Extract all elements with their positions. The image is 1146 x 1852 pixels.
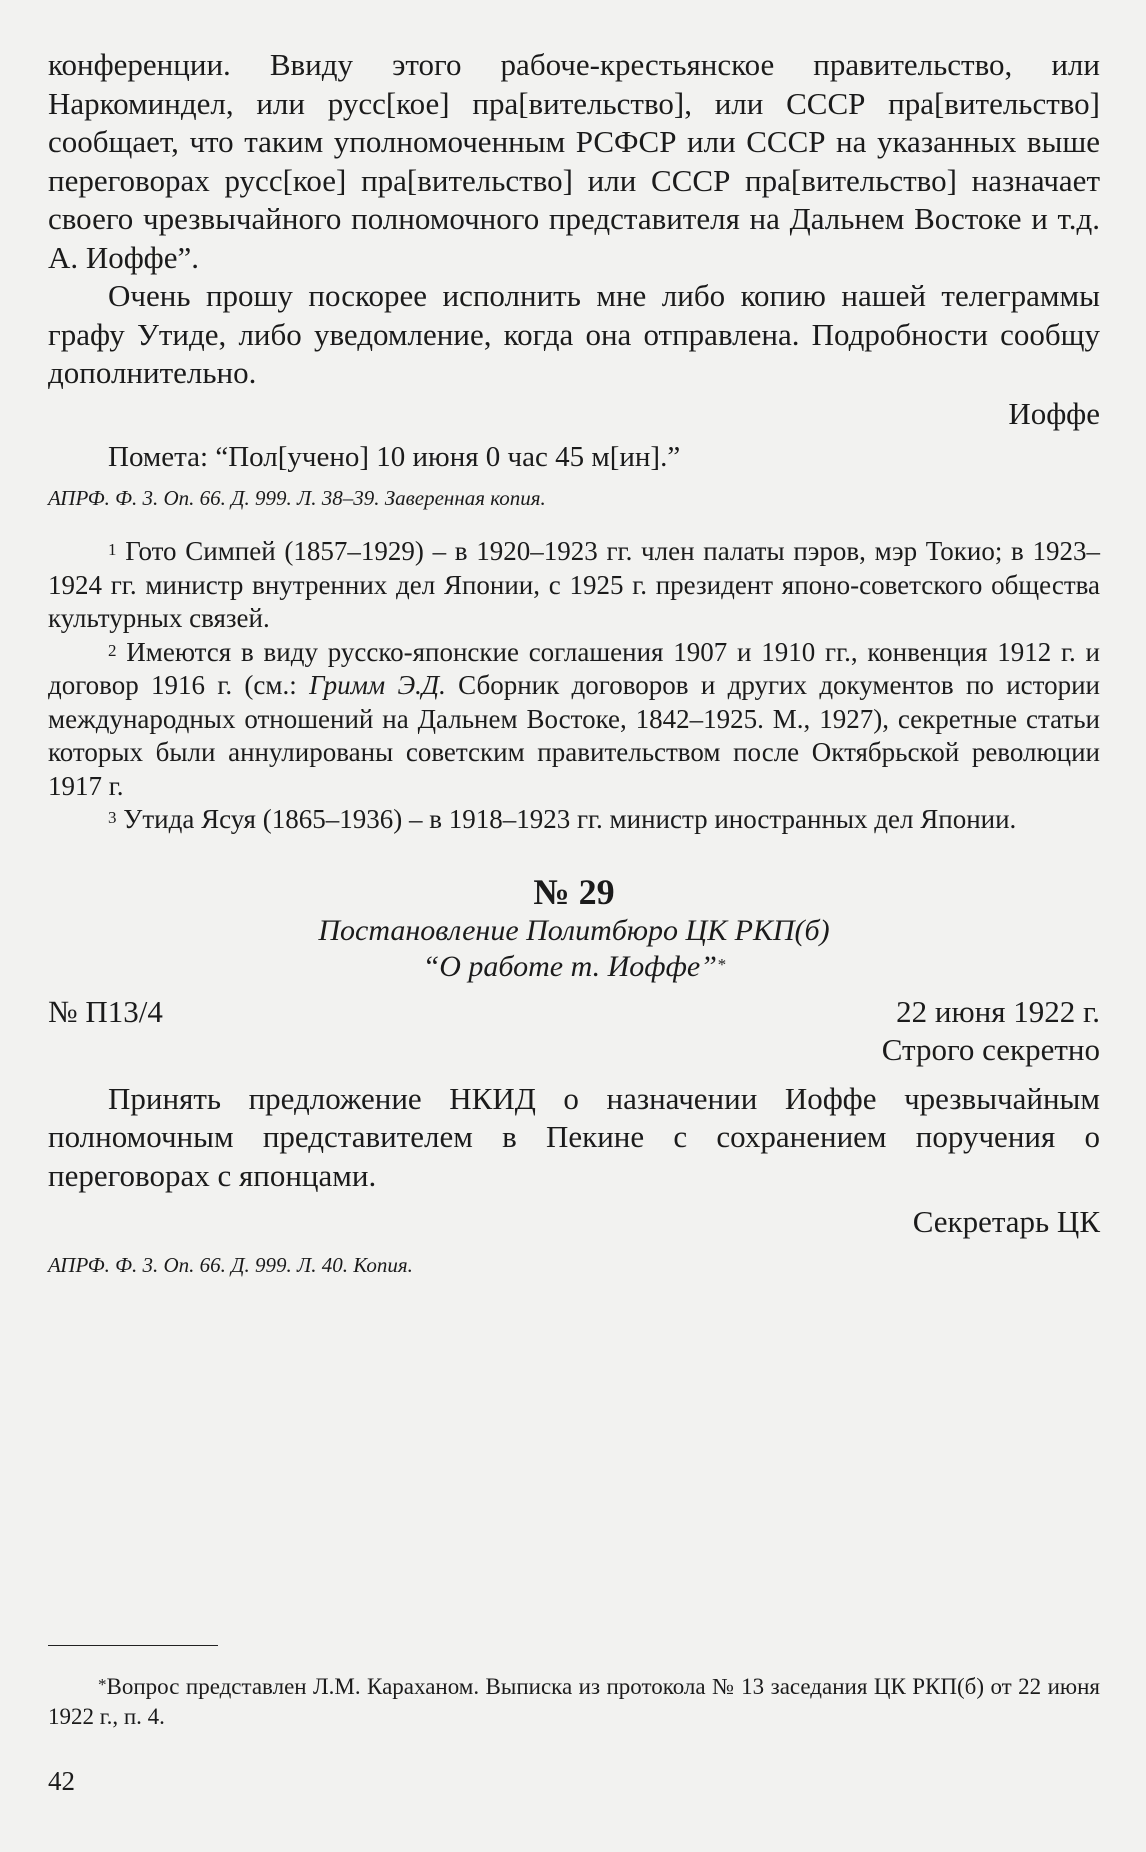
secrecy-stamp: Строго секретно (881, 1032, 1100, 1067)
endnotes (48, 535, 1100, 837)
footnote-mark: * (98, 1675, 107, 1694)
doc2-archive-reference: АПРФ. Ф. 3. Оп. 66. Д. 999. Л. 40. Копия. (48, 1252, 413, 1277)
endnote-number: 2 (108, 640, 117, 660)
footnote-divider (48, 1645, 218, 1646)
footnote (48, 1672, 1100, 1732)
doc2-signature: Секретарь ЦК (912, 1204, 1100, 1239)
endnote-2 (48, 636, 1100, 804)
doc1-signature: Иоффе (1008, 395, 1100, 431)
doc1-archive-reference: АПРФ. Ф. 3. Оп. 66. Д. 999. Л. 38–39. Заверенная копия. (48, 486, 546, 510)
document-title-line-1: Постановление Политбюро ЦК РКП(б) (318, 913, 830, 947)
endnote-author: Гримм Э.Д. (309, 670, 446, 700)
endnote-text: Утида Ясуя (1865–1936) – в 1918–1923 гг. министр иностранных дел Японии. (123, 804, 1017, 834)
endnote-text: Гото Симпей (1857–1929) – в 1920–1923 гг. член палаты пэров, мэр Токио; в 1923–1924 гг. министр внутренних дел Японии, с 1925 г. президент японо-советского общества культурных связей. (48, 536, 1100, 633)
doc1-paragraph-2: Очень прошу поскорее исполнить мне либо копию нашей телеграммы графу Утиде, либо уведомление, когда она отправлена. Подробности сообщу дополнительно. (48, 278, 1100, 390)
document-title-text: “О работе т. Иоффе” (422, 949, 717, 983)
footnote-text: Вопрос представлен Л.М. Караханом. Выписка из протокола № 13 заседания ЦК РКП(б) от 22 июня 1922 г., п. 4. (48, 1674, 1100, 1729)
title-footnote-mark: * (716, 954, 726, 974)
page-number: 42 (48, 1766, 75, 1796)
page-content (48, 46, 1100, 1280)
resolution-text: Принять предложение НКИД о назначении Иоффе чрезвычайным полномочным представителем в Пекине с сохранением поручения о переговорах с японцами. (48, 1080, 1100, 1193)
endnote-text-post: Сборник договоров и других документов по истории международных отношений на Дальнем Востоке, 1842–1925. М., 1927), секретные статьи которых были аннулированы советским правительством после Октябрьской революции 1917 г. (48, 670, 1101, 801)
endnote-3 (48, 803, 1100, 837)
document-header-row (48, 993, 1100, 1032)
doc1-paragraph-1: конференции. Ввиду этого рабоче-крестьянское правительство, или Наркоминдел, или русс[кое] пра[вительство], или СССР пра[вительство] сообщает, что таким уполномоченным РСФСР или СССР на указанных выше переговорах русс[кое] пра[вительство] или СССР пра[вительство] назначает своего чрезвычайного полномочного представителя на Дальнем Востоке и т.д. А. Иоффе”. (48, 47, 1100, 275)
protocol-number: № П13/4 (48, 993, 163, 1029)
endnote-number: 3 (108, 808, 117, 827)
document-number: № 29 (533, 871, 615, 912)
endnote-text-pre: Имеются в виду русско-японские соглашения 1907 и 1910 гг., конвенция 1912 г. и договор 1916 г. (см.: (48, 636, 1100, 700)
endnote-1 (48, 535, 1100, 636)
endnote-number: 1 (108, 540, 117, 559)
document-title-line-2 (48, 949, 1100, 985)
doc1-receipt-mark: Помета: “Пол[учено] 10 июня 0 час 45 м[ин].” (108, 441, 681, 473)
document-date: 22 июня 1922 г. (896, 993, 1100, 1029)
